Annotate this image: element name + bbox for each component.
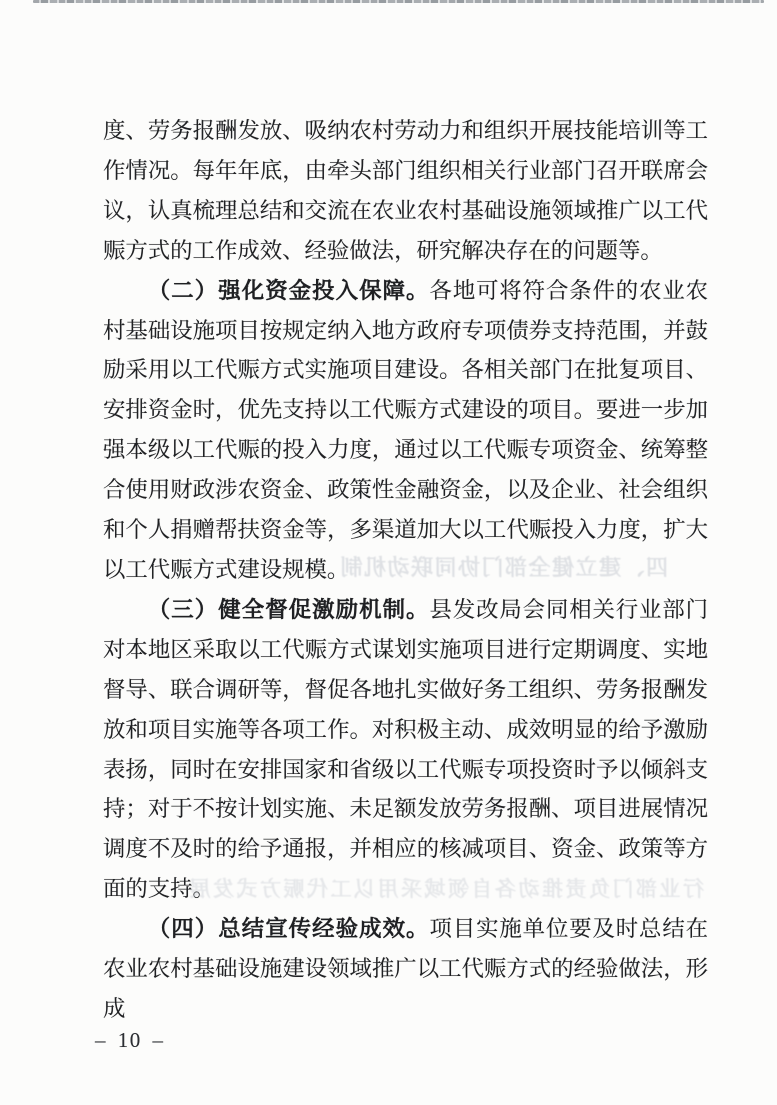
paragraph [103,909,708,1029]
bleedthrough-text: 四、建立健全部门协同联动机制 [338,555,668,580]
paragraph-text: 项目实施单位要及时总结在农业农村基础设施建设领域推广以工代赈方式的经验做法，形成 [103,916,709,1021]
paragraph-text: 各地可将符合条件的农业农村基础设施项目按规定纳入地方政府专项债券支持范围，并鼓励采用以工代赈方式实施项目建设。各相关部门在批复项目、安排资金时，优先支持以工代赈方式建设的项目。要进一步加强本级以工代赈的投入力度，通过以工代赈专项资金、统筹整合使用财政涉农资金、政策性金融资金，以及企业、社会组织和个人捐赠帮扶资金等，多渠道加大以工代赈投入力度，扩大以工代赈方式建设规模。 [103,277,709,582]
section-heading: （四）总结宣传经验成效。 [147,916,430,942]
page-number: – 10 – [95,1028,165,1052]
section-heading: （二）强化资金投入保障。 [147,277,430,303]
paragraph [103,590,708,909]
document-body [103,111,708,1029]
paragraph-text: 度、劳务报酬发放、吸纳农村劳动力和组织开展技能培训等工作情况。每年年底，由牵头部门组织相关行业部门召开联席会议，认真梳理总结和交流在农业农村基础设施领域推广以工代赈方式的工作成效、经验做法，研究解决存在的问题等。 [103,118,708,263]
section-heading: （三）健全督促激励机制。 [147,596,430,622]
bleedthrough-text: 行业部门负责推动各自领域采用以工代赈方式发展 [187,878,704,901]
paragraph [103,271,708,590]
paragraph-text: 县发改局会同相关行业部门对本地区采取以工代赈方式谋划实施项目进行定期调度、实地督导、联合调研等，督促各地扎实做好务工组织、劳务报酬发放和项目实施等各项工作。对积极主动、成效明显的给予激励表扬，同时在安排国家和省级以工代赈专项投资时予以倾斜支持；对于不按计划实施、未足额发放劳务报酬、项目进展情况调度不及时的给予通报，并相应的核减项目、资金、政策等方面的支持。 [103,596,709,902]
paragraph [103,111,708,271]
scan-artifact-line [33,0,764,3]
